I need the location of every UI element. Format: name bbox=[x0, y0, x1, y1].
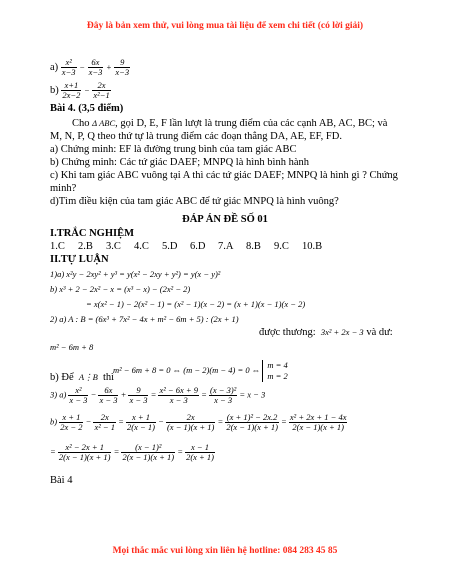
bai4-question-d: d)Tìm điều kiện của tam giác ABC để tứ giác MNPQ là hình vuông? bbox=[50, 196, 339, 207]
solution-3b: b) $\frac{x + 1}{2x - 2}$ − $\frac{2x}{\text{x² − 1}}$ = $\frac{x + 1}{2(x - 1)}$ − $\frac{2x}{(x - 1)(x + 1)}$ = $\frac{\text{(x + 1)² − 2x.2}}{2(x - 1)(x + 1)}$ = $\frac{\text{x² + 2x + 1 − 4x}}{2(x - 1)(x + 1)}$ bbox=[50, 412, 347, 432]
solution-remainder: m² − 6m + 8 bbox=[50, 342, 94, 352]
fraction: $\frac{2x}{\text{x²−1}}$ bbox=[93, 80, 110, 100]
section-multiple-choice: I.TRẮC NGHIỆM bbox=[50, 228, 135, 239]
bai4-question-b: b) Chứng minh: Các tứ giác DAEF; MNPQ là hình bình hành bbox=[50, 157, 309, 168]
fraction: $\frac{\text{x²}}{x-3}$ bbox=[61, 57, 76, 77]
answer-item: 10.B bbox=[302, 241, 323, 252]
answer-item: 8.B bbox=[246, 241, 261, 252]
solution-2b: b) Để A⋮B thì bbox=[50, 372, 115, 383]
solution-3a: 3) a) $\frac{\text{x²}}{x - 3}$ − $\frac{6x}{x - 3}$ + $\frac{9}{x - 3}$ = $\frac{\text{x² − 6x + 9}}{x - 3}$ = $\frac{\text{(x − 3)²}}{x - 3}$ = x − 3 bbox=[50, 385, 266, 405]
bai4-intro: Cho Δ ABC, gọi D, E, F lần lượt là trung điểm của các cạnh AB, AC, BC; và bbox=[72, 118, 388, 129]
fraction: $\frac{6x}{x-3}$ bbox=[88, 57, 103, 77]
part-a-label: a) bbox=[50, 61, 59, 73]
answer-item: 7.A bbox=[218, 241, 234, 252]
bai4-question-a: a) Chứng minh: EF là đường trung bình của tam giác ABC bbox=[50, 144, 297, 155]
fraction: $\frac{9}{x-3}$ bbox=[115, 57, 130, 77]
answer-item: 2.B bbox=[78, 241, 93, 252]
answer-item: 3.C bbox=[106, 241, 121, 252]
solution-2a: 2) a) A : B = (6x³ + 7x² − 4x + m² − 6m + 5) : (2x + 1) bbox=[50, 314, 239, 324]
section-essay: II.TỰ LUẬN bbox=[50, 254, 109, 265]
answer-item: 4.C bbox=[134, 241, 149, 252]
bottom-banner: Mọi thắc mắc vui lòng xin liên hệ hotline: 084 283 45 85 bbox=[112, 546, 338, 556]
fraction: $\frac{x+1}{2x-2}$ bbox=[62, 80, 81, 100]
solution-1a: 1)a) x²y − 2xy² + y³ = y(x² − 2xy + y²) = y(x − y)² bbox=[50, 269, 221, 279]
answer-item: 1.C bbox=[50, 241, 65, 252]
solution-3b-continued: = $\frac{\text{x² − 2x + 1}}{2(x - 1)(x + 1)}$ = $\frac{\text{(x − 1)²}}{2(x - 1)(x + 1)}$ = $\frac{x - 1}{2(x + 1)}$ bbox=[50, 442, 214, 462]
top-banner: Đây là bản xem thử, vui lòng mua tài liệu để xem chi tiết (có lời giải) bbox=[86, 21, 364, 31]
solution-1b: b) x³ + 2 − 2x² − x = (x³ − x) − (2x² − 2) bbox=[50, 284, 191, 294]
bai4-heading: Bài 4. (3,5 điểm) bbox=[50, 103, 124, 114]
answer-title: ĐÁP ÁN ĐỀ SỐ 01 bbox=[182, 214, 268, 225]
bai4-question-c: c) Khi tam giác ABC vuông tại A thì các tứ giác DAEF; MNPQ là hình gì ? Chứng bbox=[50, 170, 398, 181]
part-b-label: b) bbox=[50, 84, 59, 96]
answer-item: 9.C bbox=[274, 241, 289, 252]
solution-equation: m² − 6m + 8 = 0 ⇔ (m − 2)(m − 4) = 0 ⇔ m = 4 m = 2 bbox=[113, 360, 288, 381]
answer-item: 6.D bbox=[190, 241, 206, 252]
bai4-footer: Bài 4 bbox=[50, 475, 73, 486]
exercise-part-a: a) $\frac{\text{x²}}{x-3}$ − $\frac{6x}{x-3}$ + $\frac{9}{x-3}$ bbox=[50, 57, 130, 77]
equation-system: m = 4 m = 2 bbox=[262, 360, 287, 382]
bai4-line2: M, N, P, Q theo thứ tự là trung điểm các đoạn thẳng DA, AE, EF, FD. bbox=[50, 131, 342, 142]
answer-item: 5.D bbox=[162, 241, 178, 252]
bai4-question-c-cont: minh? bbox=[50, 183, 77, 194]
exercise-part-b: b) $\frac{x+1}{2x-2}$ − $\frac{2x}{\text{x²−1}}$ bbox=[50, 80, 110, 100]
answer-row bbox=[50, 241, 330, 252]
solution-quotient: được thương: 3x² + 2x − 3 và dư: bbox=[259, 327, 393, 338]
solution-1b-step2: = x(x² − 1) − 2(x² − 1) = (x² − 1)(x − 2) = (x + 1)(x − 1)(x − 2) bbox=[86, 299, 306, 309]
